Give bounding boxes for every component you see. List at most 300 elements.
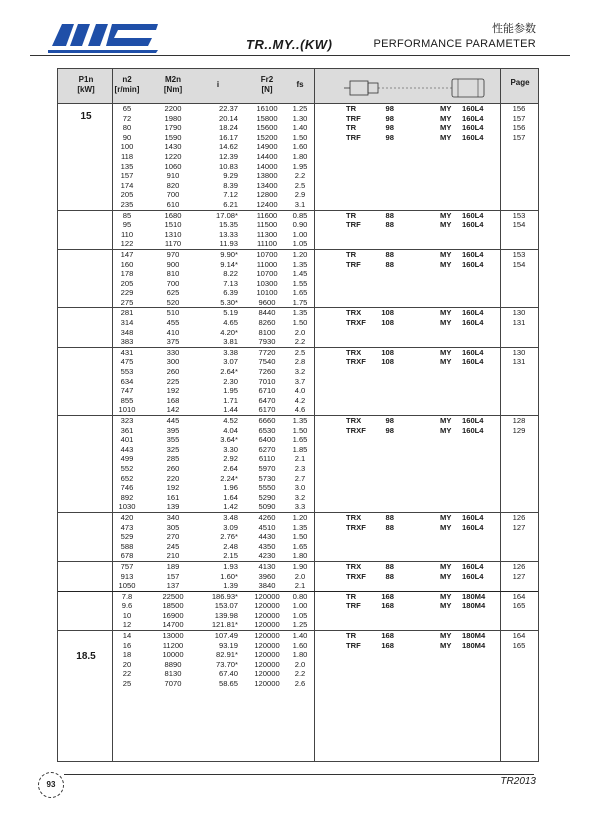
motor-series: MY [440, 123, 452, 133]
ratio-value: 5.19 [223, 308, 238, 318]
n2-value: 118 [120, 151, 134, 161]
m2n-value: 1170 [164, 239, 182, 249]
m2n-value: 139 [166, 502, 180, 512]
fs-value: 1.80 [292, 650, 308, 660]
motor-series: MY [440, 640, 452, 650]
fr2-value: 7930 [258, 337, 276, 347]
n2-value: 314 [120, 318, 134, 328]
type-value: TRF [346, 113, 361, 123]
n2-value: 1010 [118, 405, 136, 415]
table-row [58, 200, 538, 210]
motor-type: 160L4 [462, 113, 484, 123]
motor-type: 160L4 [462, 522, 484, 532]
m2n-value: 1590 [164, 132, 182, 142]
type-value: TRXF [346, 522, 366, 532]
type-value: TRXF [346, 357, 366, 367]
size-value: 168 [381, 601, 394, 611]
fs-value: 1.60 [292, 640, 308, 650]
m2n-value: 260 [166, 367, 180, 377]
ratio-value: 2.76* [220, 532, 238, 542]
fr2-value: 8440 [258, 308, 276, 318]
type-value: TRXF [346, 318, 366, 328]
fr2-value: 120000 [254, 679, 280, 689]
n2-value: 757 [120, 561, 134, 571]
motor-series: MY [440, 210, 452, 220]
fr2-value: 4430 [258, 532, 276, 542]
m2n-value: 610 [166, 199, 180, 209]
ratio-value: 2.30 [223, 376, 238, 386]
page-ref: 130 [512, 308, 526, 318]
table-row [58, 620, 538, 630]
m2n-value: 210 [166, 551, 180, 561]
m2n-value: 300 [166, 357, 180, 367]
fr2-value: 3840 [258, 581, 276, 591]
table-row [58, 386, 538, 396]
table-row [58, 483, 538, 493]
n2-value: 1050 [118, 581, 136, 591]
size-value: 168 [381, 640, 394, 650]
table-row [58, 239, 538, 249]
type-value: TR [346, 249, 357, 259]
m2n-value: 8130 [164, 669, 182, 679]
m2n-value: 1220 [164, 151, 182, 161]
fs-value: 1.35 [292, 416, 308, 425]
ratio-value: 2.64 [223, 463, 238, 473]
fr2-value: 120000 [254, 591, 280, 601]
fs-value: 1.45 [292, 269, 308, 279]
ratio-value: 3.07 [223, 357, 238, 367]
n2-value: 553 [120, 367, 134, 377]
n2-value: 80 [122, 123, 132, 133]
ratio-value: 2.15 [223, 551, 238, 561]
col-m2n: M2n [Nm] [163, 75, 183, 94]
ratio-value: 11.93 [219, 239, 238, 249]
table-row [58, 328, 538, 338]
type-value: TRX [346, 512, 362, 522]
table-row [58, 426, 538, 436]
n2-value: 1030 [118, 502, 136, 512]
size-value: 88 [385, 210, 394, 220]
motor-series: MY [440, 357, 452, 367]
fs-value: 1.50 [292, 318, 308, 328]
n2-value: 16 [122, 640, 132, 650]
table-row [58, 377, 538, 387]
page-ref: 154 [512, 220, 526, 230]
table-row [58, 220, 538, 230]
fs-value: 1.50 [292, 532, 308, 542]
gearmotor-diagram-icon [344, 73, 494, 99]
table-row [58, 435, 538, 445]
m2n-value: 225 [166, 376, 180, 386]
m2n-value: 1510 [164, 220, 182, 230]
fr2-value: 14400 [256, 151, 278, 161]
fr2-value: 4350 [258, 541, 276, 551]
ratio-value: 22.37 [218, 104, 238, 113]
ratio-value: 18.24 [218, 123, 238, 133]
table-row [58, 347, 538, 358]
ratio-value: 7.12 [223, 190, 238, 200]
table-row [58, 318, 538, 328]
n2-value: 552 [120, 463, 134, 473]
brand-logo [48, 16, 158, 56]
table-row [58, 181, 538, 191]
motor-series: MY [440, 249, 452, 259]
motor-type: 160L4 [462, 123, 484, 133]
n2-value: 135 [120, 161, 134, 171]
ratio-value: 3.64* [220, 435, 238, 445]
page-number: 93 [38, 772, 64, 798]
type-value: TR [346, 591, 357, 601]
table-row [58, 474, 538, 484]
table-row [58, 502, 538, 512]
table-row [58, 630, 538, 641]
fr2-value: 7010 [258, 376, 276, 386]
m2n-value: 189 [166, 561, 180, 571]
n2-value: 235 [120, 199, 134, 209]
fr2-value: 5550 [258, 483, 276, 493]
ratio-value: 107.49 [214, 631, 238, 641]
fr2-value: 12800 [256, 190, 278, 200]
n2-value: 431 [120, 347, 134, 357]
size-value: 168 [381, 591, 394, 601]
table-row [58, 114, 538, 124]
fr2-value: 15600 [256, 123, 278, 133]
size-value: 88 [385, 561, 394, 571]
n2-value: 855 [120, 395, 134, 405]
m2n-value: 11200 [162, 640, 184, 650]
type-value: TRXF [346, 571, 366, 581]
fr2-value: 5290 [258, 492, 276, 502]
ratio-value: 3.09 [223, 522, 238, 532]
m2n-value: 330 [166, 347, 180, 357]
fr2-value: 11300 [256, 229, 278, 239]
fr2-value: 13800 [256, 171, 278, 181]
motor-type: 160L4 [462, 347, 484, 357]
col-i: i [216, 80, 220, 89]
m2n-value: 137 [166, 581, 180, 591]
ratio-value: 9.29 [223, 171, 238, 181]
table-row [58, 532, 538, 542]
fs-value: 4.2 [294, 395, 306, 405]
fs-value: 1.05 [292, 239, 308, 249]
n2-value: 147 [120, 249, 134, 259]
n2-value: 588 [120, 541, 134, 551]
fr2-value: 14000 [256, 161, 278, 171]
size-value: 168 [381, 631, 394, 641]
ratio-value: 7.13 [223, 278, 238, 288]
motor-series: MY [440, 416, 452, 425]
fr2-value: 10300 [256, 278, 278, 288]
fr2-value: 3960 [258, 571, 276, 581]
fs-value: 1.35 [292, 259, 308, 269]
power-value: 18.5 [76, 651, 96, 662]
fr2-value: 11500 [256, 220, 278, 230]
n2-value: 122 [120, 239, 134, 249]
n2-value: 85 [122, 210, 132, 220]
n2-value: 746 [120, 483, 134, 493]
fs-value: 1.80 [292, 151, 308, 161]
size-value: 88 [385, 220, 394, 230]
n2-value: 12 [122, 620, 132, 630]
m2n-value: 700 [166, 278, 180, 288]
ratio-value: 13.33 [218, 229, 238, 239]
ratio-value: 3.48 [223, 512, 238, 522]
type-value: TR [346, 104, 357, 113]
type-value: TRX [346, 416, 362, 425]
table-row [58, 572, 538, 582]
fs-value: 4.6 [294, 405, 306, 415]
fr2-value: 4230 [258, 551, 276, 561]
type-value: TRX [346, 561, 362, 571]
fs-value: 2.3 [294, 463, 306, 473]
table-body [58, 104, 538, 689]
table-row [58, 298, 538, 308]
n2-value: 20 [122, 659, 132, 669]
fs-value: 0.80 [292, 591, 308, 601]
ratio-value: 10.83 [218, 161, 238, 171]
ratio-value: 153.07 [214, 601, 238, 611]
n2-value: 160 [120, 259, 134, 269]
ratio-value: 2.24* [220, 473, 238, 483]
fs-value: 2.5 [294, 347, 306, 357]
m2n-value: 245 [166, 541, 180, 551]
fs-value: 1.00 [292, 601, 308, 611]
page-ref: 157 [512, 113, 526, 123]
m2n-value: 13000 [162, 631, 184, 641]
page-ref: 156 [512, 104, 526, 113]
fr2-value: 6660 [258, 416, 276, 425]
fs-value: 1.05 [292, 610, 308, 620]
fr2-value: 4260 [258, 512, 276, 522]
m2n-value: 510 [166, 308, 180, 318]
n2-value: 475 [120, 357, 134, 367]
n2-value: 913 [120, 571, 134, 581]
motor-type: 160L4 [462, 357, 484, 367]
m2n-value: 900 [166, 259, 180, 269]
motor-type: 160L4 [462, 561, 484, 571]
fs-value: 3.2 [294, 492, 306, 502]
motor-type: 180M4 [462, 640, 486, 650]
fr2-value: 120000 [254, 659, 280, 669]
fr2-value: 6710 [258, 386, 276, 396]
fr2-value: 120000 [254, 650, 280, 660]
fr2-value: 6400 [258, 435, 276, 445]
m2n-value: 220 [166, 473, 180, 483]
m2n-value: 192 [166, 386, 180, 396]
m2n-value: 22500 [162, 591, 184, 601]
table-row [58, 288, 538, 298]
ratio-value: 15.35 [218, 220, 238, 230]
table-row [58, 279, 538, 289]
ratio-value: 67.40 [218, 669, 238, 679]
type-value: TRXF [346, 425, 366, 435]
n2-value: 90 [122, 132, 132, 142]
fr2-value: 120000 [254, 631, 280, 641]
ratio-value: 3.30 [223, 444, 238, 454]
page-ref: 127 [512, 571, 526, 581]
motor-type: 160L4 [462, 308, 484, 318]
n2-value: 678 [120, 551, 134, 561]
motor-series: MY [440, 318, 452, 328]
motor-series: MY [440, 259, 452, 269]
n2-value: 72 [122, 113, 132, 123]
n2-value: 100 [120, 142, 134, 152]
fs-value: 2.1 [294, 581, 306, 591]
type-value: TRF [346, 259, 361, 269]
fr2-value: 6530 [258, 425, 276, 435]
ratio-value: 1.60* [220, 571, 238, 581]
fr2-value: 4130 [258, 561, 276, 571]
footer-divider [64, 774, 534, 775]
ratio-value: 4.65 [223, 318, 238, 328]
table-row [58, 523, 538, 533]
fr2-value: 7720 [258, 347, 276, 357]
table-row [58, 581, 538, 591]
motor-series: MY [440, 132, 452, 142]
ratio-value: 14.62 [218, 142, 238, 152]
page-ref: 130 [512, 347, 526, 357]
motor-type: 160L4 [462, 132, 484, 142]
type-value: TRX [346, 308, 362, 318]
n2-value: 95 [122, 220, 132, 230]
size-value: 108 [381, 308, 394, 318]
fs-value: 1.40 [292, 631, 308, 641]
fr2-value: 10100 [256, 288, 278, 298]
size-value: 88 [385, 249, 394, 259]
table-row [58, 591, 538, 602]
fs-value: 1.35 [292, 308, 308, 318]
size-value: 88 [385, 571, 394, 581]
col-n2: n2 [r/min] [114, 75, 140, 94]
m2n-value: 270 [166, 532, 180, 542]
m2n-value: 820 [166, 180, 180, 190]
fr2-value: 16100 [256, 104, 278, 113]
performance-table [57, 68, 539, 762]
m2n-value: 2200 [164, 104, 182, 113]
fs-value: 2.8 [294, 357, 306, 367]
fs-value: 1.80 [292, 551, 308, 561]
fr2-value: 11600 [256, 210, 278, 220]
fs-value: 1.50 [292, 132, 308, 142]
fs-value: 3.1 [294, 199, 306, 209]
ratio-value: 4.04 [223, 425, 238, 435]
fs-value: 2.0 [294, 571, 306, 581]
table-row [58, 367, 538, 377]
motor-type: 180M4 [462, 631, 486, 641]
motor-type: 160L4 [462, 104, 484, 113]
page-ref: 164 [512, 591, 526, 601]
ratio-value: 3.81 [223, 337, 238, 347]
ratio-value: 2.92 [223, 454, 238, 464]
table-row [58, 190, 538, 200]
col-fr2: Fr2 [N] [260, 75, 274, 94]
motor-type: 160L4 [462, 210, 484, 220]
size-value: 88 [385, 522, 394, 532]
fs-value: 4.0 [294, 386, 306, 396]
size-value: 98 [385, 104, 394, 113]
page-ref: 128 [512, 416, 526, 425]
type-value: TRF [346, 640, 361, 650]
m2n-value: 1060 [164, 161, 182, 171]
n2-value: 157 [120, 171, 134, 181]
ratio-value: 1.64 [223, 492, 238, 502]
fs-value: 2.5 [294, 180, 306, 190]
ratio-value: 8.22 [223, 269, 238, 279]
header-divider [30, 55, 570, 56]
fs-value: 1.65 [292, 288, 308, 298]
n2-value: 22 [122, 669, 132, 679]
n2-value: 174 [120, 180, 134, 190]
motor-series: MY [440, 113, 452, 123]
n2-value: 401 [120, 435, 134, 445]
table-row [58, 162, 538, 172]
m2n-value: 260 [166, 463, 180, 473]
fs-value: 1.25 [292, 620, 308, 630]
n2-value: 65 [122, 104, 132, 113]
ratio-value: 5.30* [220, 297, 238, 307]
motor-series: MY [440, 347, 452, 357]
page-ref: 131 [512, 357, 526, 367]
motor-series: MY [440, 601, 452, 611]
fs-value: 1.20 [292, 512, 308, 522]
m2n-value: 10000 [162, 650, 184, 660]
col-page: Page [510, 78, 530, 87]
motor-series: MY [440, 512, 452, 522]
m2n-value: 8890 [164, 659, 182, 669]
page-ref: 164 [512, 631, 526, 641]
n2-value: 892 [120, 492, 134, 502]
fr2-value: 6170 [258, 405, 276, 415]
m2n-value: 375 [166, 337, 180, 347]
m2n-value: 16900 [162, 610, 184, 620]
m2n-value: 1680 [164, 210, 182, 220]
m2n-value: 142 [166, 405, 180, 415]
m2n-value: 355 [166, 435, 180, 445]
fs-value: 1.55 [292, 278, 308, 288]
ratio-value: 9.14* [220, 259, 238, 269]
fr2-value: 5970 [258, 463, 276, 473]
n2-value: 25 [122, 679, 132, 689]
size-value: 108 [381, 357, 394, 367]
m2n-value: 168 [166, 395, 180, 405]
ratio-value: 4.52 [223, 416, 238, 425]
n2-value: 383 [120, 337, 134, 347]
fs-value: 1.35 [292, 522, 308, 532]
ratio-value: 1.95 [223, 386, 238, 396]
m2n-value: 325 [166, 444, 180, 454]
fr2-value: 8100 [258, 327, 276, 337]
fs-value: 1.90 [292, 561, 308, 571]
n2-value: 634 [120, 376, 134, 386]
fr2-value: 6110 [258, 454, 276, 464]
fr2-value: 10700 [256, 249, 278, 259]
m2n-value: 1790 [164, 123, 182, 133]
fr2-value: 13400 [256, 180, 278, 190]
table-row [58, 230, 538, 240]
fr2-value: 120000 [254, 669, 280, 679]
type-value: TRF [346, 220, 361, 230]
table-row [58, 142, 538, 152]
type-value: TRX [346, 347, 362, 357]
page-ref: 154 [512, 259, 526, 269]
motor-series: MY [440, 591, 452, 601]
page-ref: 126 [512, 561, 526, 571]
n2-value: 499 [120, 454, 134, 464]
ratio-value: 20.14 [218, 113, 238, 123]
fr2-value: 9600 [258, 297, 276, 307]
fs-value: 1.85 [292, 444, 308, 454]
table-row [58, 561, 538, 572]
